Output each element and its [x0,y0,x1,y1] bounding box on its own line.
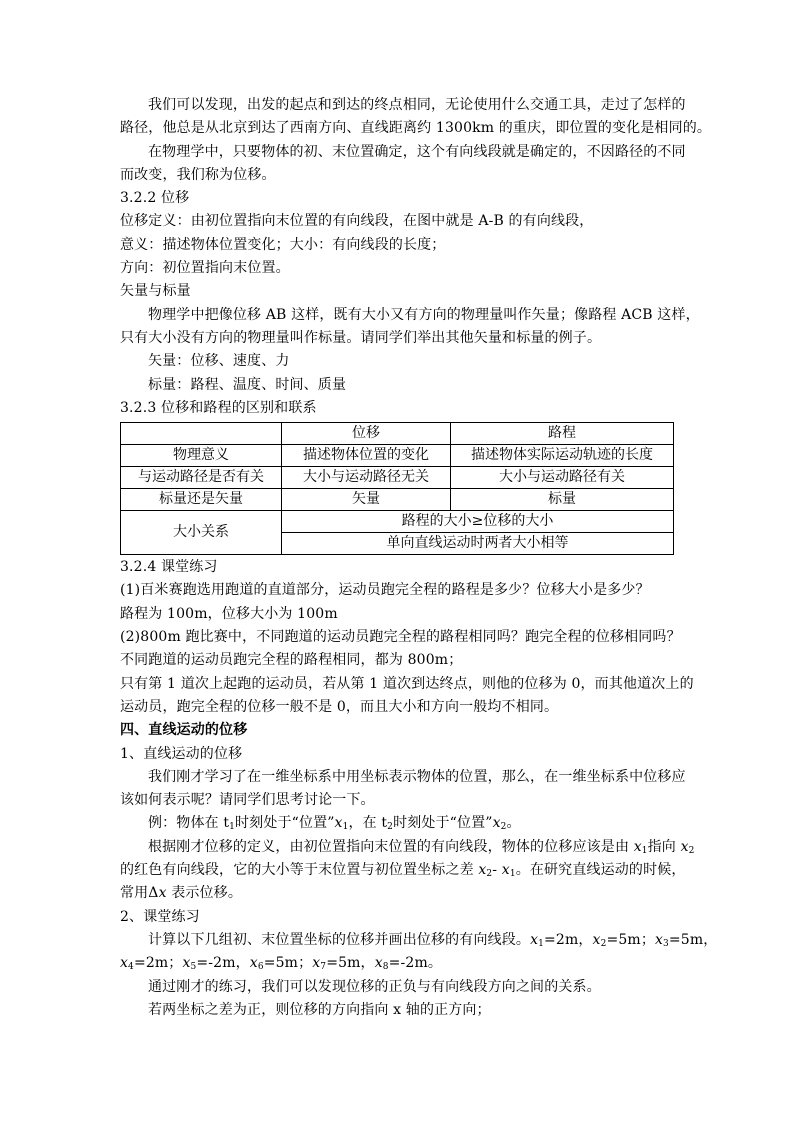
text-run: 。在研究直线运动的时候， [515,862,686,879]
positive-direction-paragraph: 若两坐标之差为正，则位移的方向指向 x 轴的正方向； [148,1001,491,1018]
paragraph-1d-coordinate-2: 该如何表示呢？请同学们思考讨论一下。 [120,792,375,809]
comparison-table [120,422,674,555]
subscript: 1 [229,822,236,833]
subscript: 4 [128,962,134,973]
variable-x: x [120,955,129,972]
variable-x: x [182,955,191,972]
vector-scalar-heading: 矢量与标量 [120,283,191,300]
table-header-row [121,423,674,445]
table-cell: 描述物体位置的变化 [282,445,451,467]
table-row [121,467,674,489]
variable-x: x [374,955,383,972]
text-run: 根据刚才位移的定义，由初位置指向末位置的有向线段，物体的位移应该是由 [148,838,630,855]
paragraph-displacement-1d-2: 的红色有向线段，它的大小等于末位置与初位置坐标之差 $x_2-$ $x_1$。在研究直线运动的时候， [120,862,686,880]
subscript: 3 [663,938,669,949]
subscript: 1 [641,845,648,856]
table-row [121,445,674,467]
paragraph-route-2: 路径，他总是从北京到达了西南方向、直线距离约 1300km 的重庆，即位置的变化是相同的。 [120,120,712,137]
text-run: 计算以下几组初、末位置坐标的位移并画出位移的有向线段。 [148,931,531,948]
table-row [121,511,674,533]
subscript: 1 [538,938,544,949]
variable-x: x [680,838,689,855]
table-cell: 与运动路径是否有关 [121,467,282,489]
section-heading-3-2-4: 3.2.4 课堂练习 [120,559,218,576]
subscript: 2 [486,869,493,880]
subscript: 7 [320,962,327,973]
variable-x: x [530,931,539,948]
table-header-cell: 路程 [451,423,674,445]
table-header-cell: 位移 [282,423,451,445]
variable-x: x [492,815,501,832]
variable-x: x [249,955,258,972]
text-run: =5m； [606,931,655,948]
subscript: 5 [190,962,197,973]
table-cell: 标量还是矢量 [121,489,282,511]
text-run: =-2m。 [388,955,443,972]
example-positions [120,812,674,835]
table-cell: 矢量 [282,489,451,511]
observation-paragraph: 通过刚才的练习，我们可以发现位移的正负与有向线段方向之间的关系。 [148,978,601,995]
text-run: 指向 [647,838,676,855]
text-run: =5m， [668,931,718,948]
table-cell: 大小与运动路径无关 [282,467,451,489]
subscript: 1 [342,822,349,833]
paragraph-displacement-intro-2: 而改变，我们称为位移。 [120,166,276,183]
table-header-cell [121,423,282,445]
paragraph-displacement-intro-1: 在物理学中，只要物体的初、末位置确定，这个有向线段就是确定的，不因路径的不同 [148,143,686,160]
subscript: 1 [509,869,516,880]
text-run: 常用Δ [120,885,159,902]
table-cell-size-relation: 路程的大小≥位移的大小 [282,511,674,533]
variable-x: x [478,862,487,879]
section-heading-3-2-3: 3.2.3 位移和路程的区别和联系 [120,399,317,416]
calc-exercise-1 [120,929,718,952]
document-body [120,94,718,1022]
table-cell: 物理意义 [121,445,282,467]
table-row [121,489,674,511]
section-heading-four: 四、直线运动的位移 [120,722,248,739]
vector-scalar-text-2: 只有大小没有方向的物理量叫作标量。请同学们举出其他矢量和标量的例子。 [120,329,602,346]
subscript: 2 [600,938,607,949]
variable-x: x [158,885,167,902]
displacement-meaning: 意义：描述物体位置变化；大小：有向线段的长度； [120,236,446,253]
exercise-answer-2a: 不同跑道的运动员跑完全程的路程相同，都为 800m； [120,652,463,669]
calc-exercise-2 [120,952,674,975]
table-cell-size-equal: 单向直线运动时两者大小相等 [282,533,674,555]
variable-x: x [501,862,510,879]
table-cell-size-label: 大小关系 [121,511,282,555]
text-run: =-2m， [196,955,250,972]
subscript: 2 [688,845,695,856]
text-run: 时刻处于“位置” [235,815,335,832]
text-run: 时刻处于“位置” [393,815,493,832]
exercise-answer-2b: 只有第 1 道次上起跑的运动员，若从第 1 道次到达终点，则他的位移为 0，而其他道次上的 [120,675,694,692]
subscript: 2 [500,822,507,833]
text-run: 。 [506,815,521,832]
text-run: ，在 t [348,815,388,832]
subscript: 6 [257,962,264,973]
subscript: 8 [382,962,389,973]
table-cell: 描述物体实际运动轨迹的长度 [451,445,674,467]
subsection-heading-1: 1、直线运动的位移 [120,745,243,762]
text-run: 例：物体在 t [148,815,230,832]
paragraph-displacement-1d-3 [120,882,674,905]
section-heading-3-2-2: 3.2.2 位移 [120,190,190,207]
subsection-heading-2: 2、课堂练习 [120,908,200,925]
paragraph-displacement-1d-1 [120,836,695,859]
vector-scalar-text-1: 物理学中把像位移 AB 这样，既有大小又有方向的物理量叫作矢量；像路程 ACB 这样， [148,306,700,323]
displacement-direction: 方向：初位置指向末位置。 [120,260,290,277]
subscript: 2 [387,822,394,833]
text-run: 的红色有向线段，它的大小等于末位置与初位置坐标之差 [120,862,474,879]
vector-examples: 矢量：位移、速度、力 [148,353,290,370]
text-run: 表示位移。 [171,885,242,902]
variable-x: x [633,838,642,855]
text-run: =2m； [133,955,183,972]
variable-x: x [334,815,343,832]
exercise-question-2: (2)800m 跑比赛中，不同跑道的运动员跑完全程的路程相同吗？跑完全程的位移相同吗？ [120,629,681,646]
exercise-answer-1: 路程为 100m，位移大小为 100m [120,605,338,622]
exercise-answer-2c: 运动员，跑完全程的位移一般不是 0，而且大小和方向一般均不相同。 [120,698,559,715]
text-run: =5m； [263,955,313,972]
table-cell: 大小与运动路径有关 [451,467,674,489]
variable-x: x [654,931,664,948]
paragraph-1d-coordinate-1: 我们刚才学习了在一维坐标系中用坐标表示物体的位置，那么，在一维坐标系中位移应 [148,768,686,785]
text-run: =5m， [326,955,375,972]
variable-x: x [592,931,601,948]
scalar-examples: 标量：路程、温度、时间、质量 [148,376,347,393]
variable-x: x [312,955,321,972]
displacement-definition: 位移定义：由初位置指向末位置的有向线段，在图中就是 A-B 的有向线段， [120,213,594,230]
text-run: =2m， [544,931,593,948]
table-cell: 标量 [451,489,674,511]
exercise-question-1: (1)百米赛跑选用跑道的直道部分，运动员跑完全程的路程是多少？位移大小是多少？ [120,582,650,599]
paragraph-route-1: 我们可以发现，出发的起点和到达的终点相同，无论使用什么交通工具，走过了怎样的 [148,97,686,113]
